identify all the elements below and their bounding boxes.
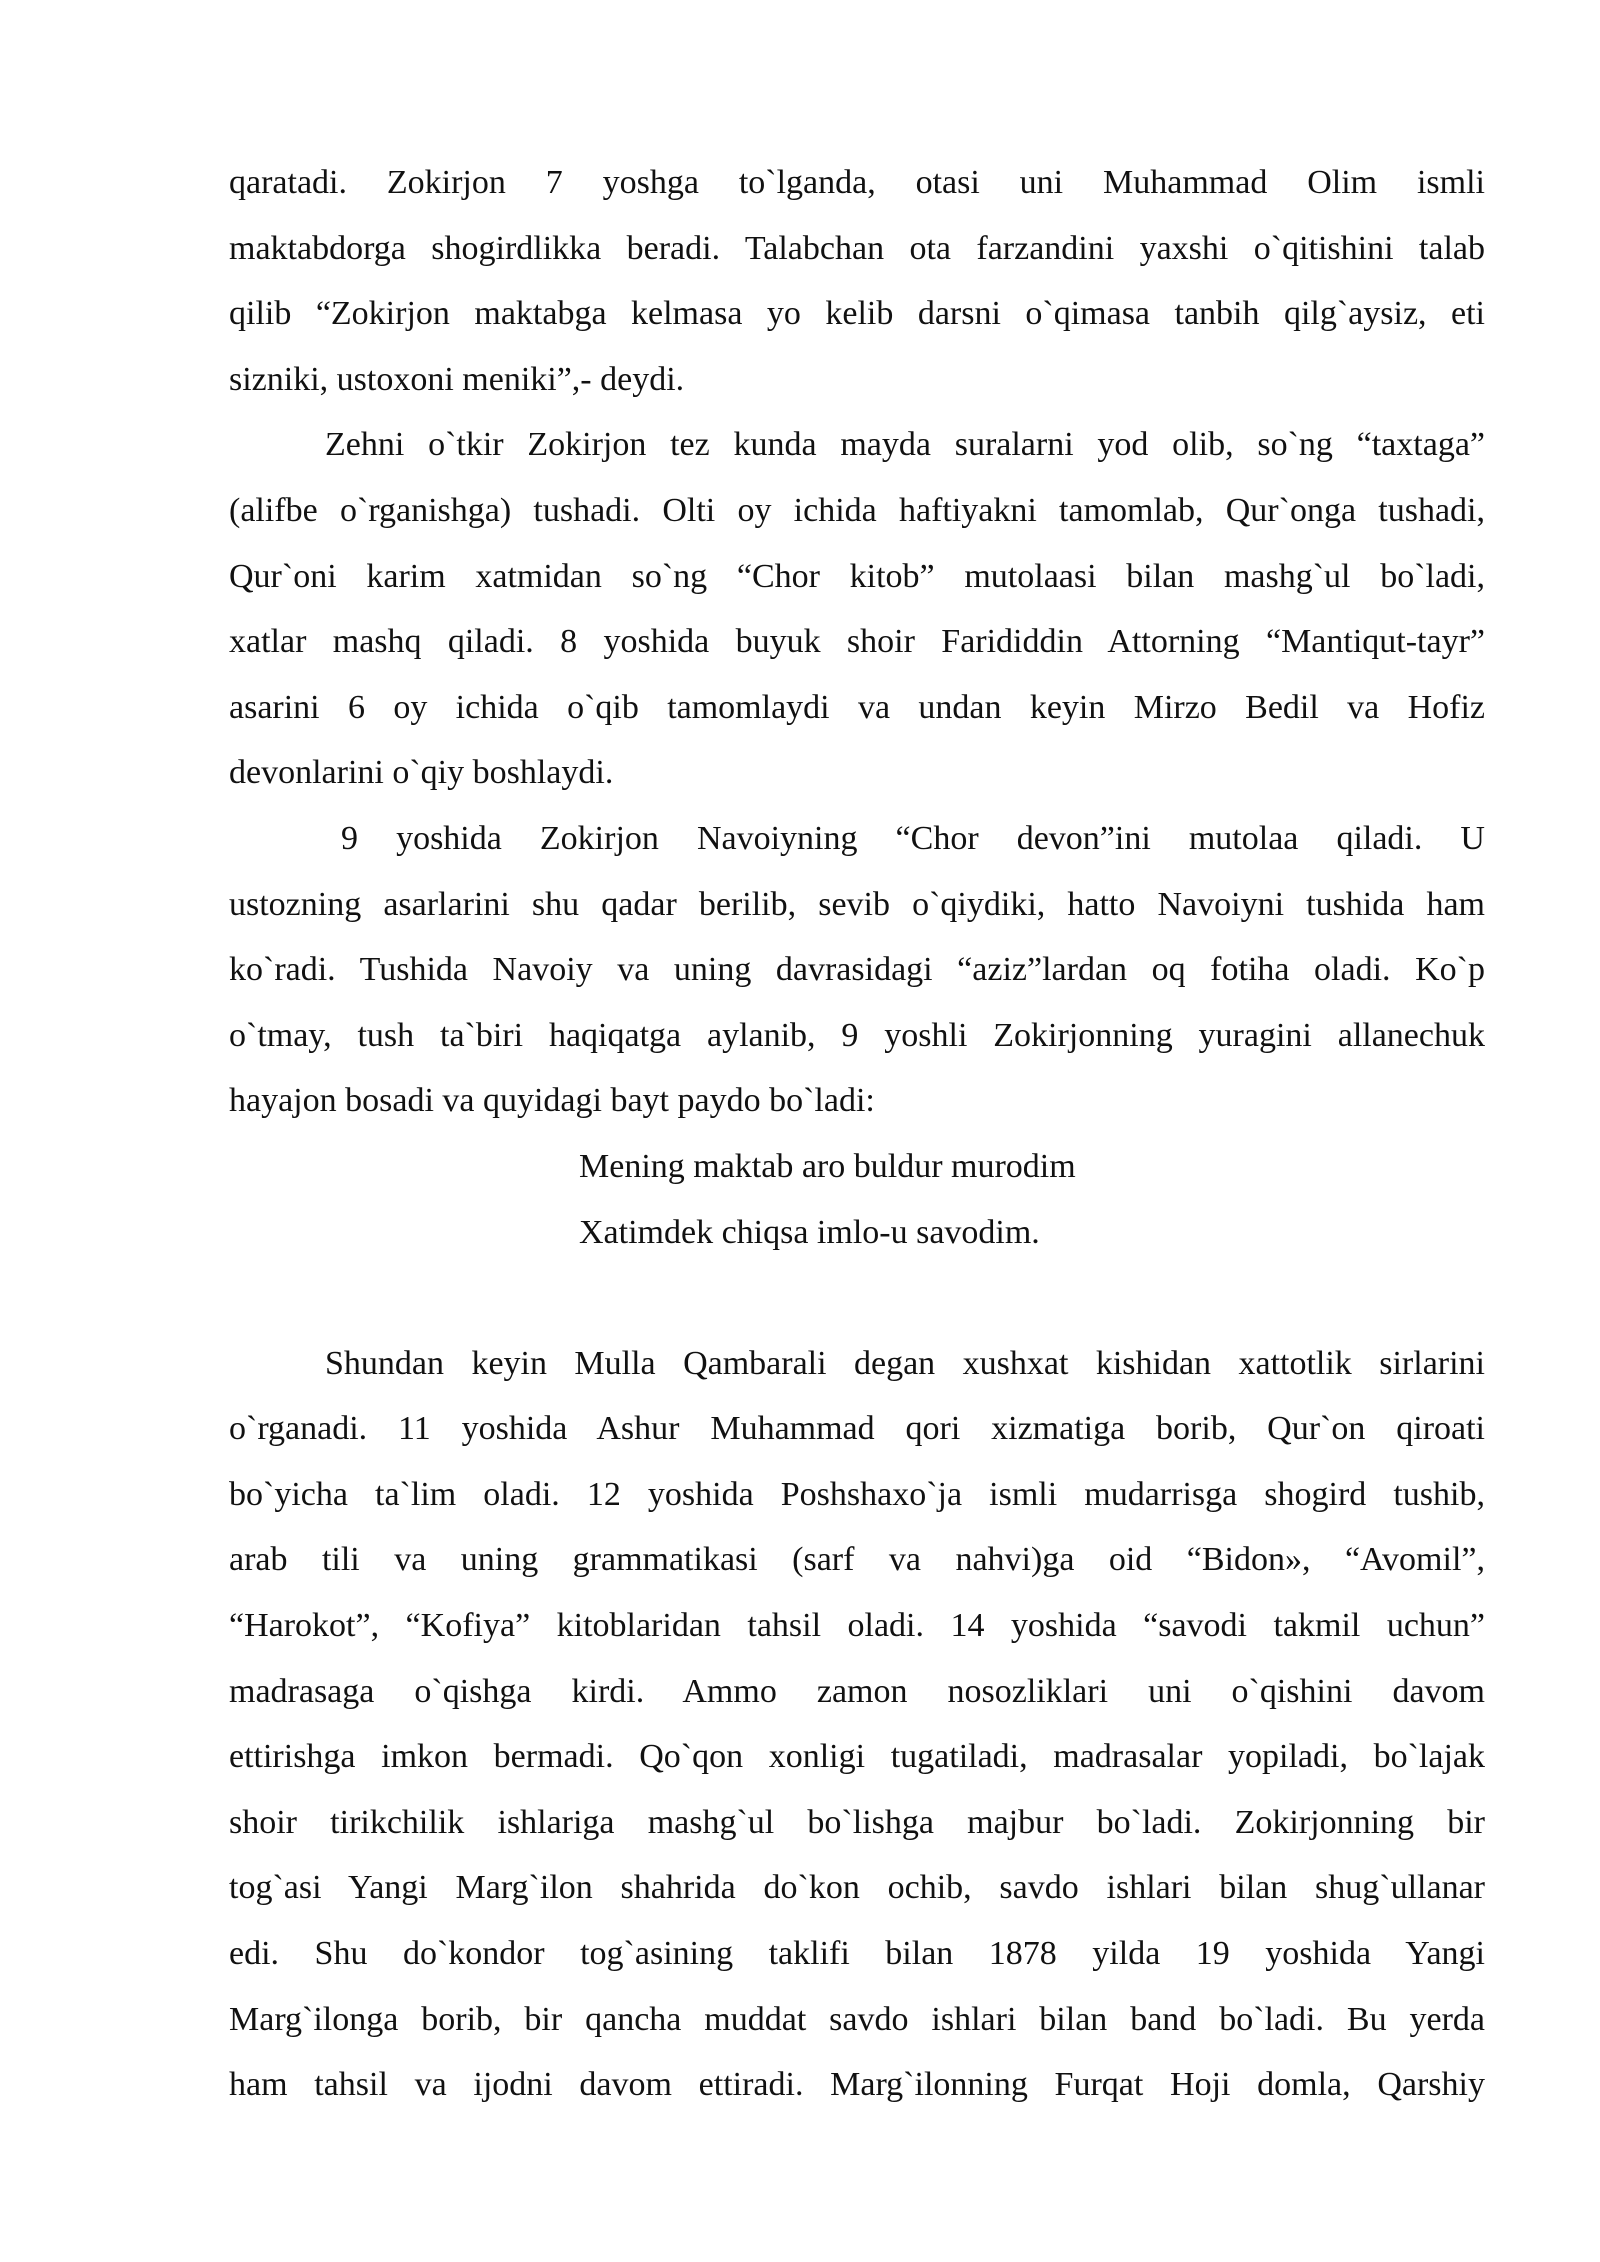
text-line: o`tmay, tush ta`biri haqiqatga aylanib, 9 yoshli Zokirjonning yuragini allanechuk: [229, 1016, 1485, 1054]
verse-line: Xatimdek chiqsa imlo-u savodim.: [579, 1213, 1040, 1251]
document-page: [229, 150, 1485, 2118]
text-line: ustozning asarlarini shu qadar berilib, sevib o`qiydiki, hatto Navoiyni tushida ham: [229, 885, 1485, 923]
text-line: arab tili va uning grammatikasi (sarf va nahvi)ga oid “Bidon», “Avomil”,: [229, 1541, 1485, 1579]
text-line: maktabdorga shogirdlikka beradi. Talabchan ota farzandini yaxshi o`qitishini talab: [229, 229, 1485, 267]
text-line: hayajon bosadi va quyidagi bayt paydo bo`ladi:: [229, 1082, 875, 1120]
text-line: qaratadi. Zokirjon 7 yoshga to`lganda, otasi uni Muhammad Olim ismli: [229, 164, 1485, 201]
text-line: Zehni o`tkir Zokirjon tez kunda mayda suralarni yod olib, so`ng “taxtaga”: [325, 426, 1485, 464]
text-line: “Harokot”, “Kofiya” kitoblaridan tahsil oladi. 14 yoshida “savodi takmil uchun”: [229, 1607, 1485, 1645]
text-line: edi. Shu do`kondor tog`asining taklifi bilan 1878 yilda 19 yoshida Yangi: [229, 1935, 1485, 1973]
text-line: shoir tirikchilik ishlariga mashg`ul bo`lishga majbur bo`ladi. Zokirjonning bir: [229, 1803, 1485, 1841]
blank-line: [229, 1265, 1485, 1331]
text-line: madrasaga o`qishga kirdi. Ammo zamon nosozliklari uni o`qishini davom: [229, 1672, 1485, 1710]
text-line: sizniki, ustoxoni meniki”,- deydi.: [229, 360, 685, 398]
text-line: 9 yoshida Zokirjon Navoiyning “Chor devon”ini mutolaa qiladi. U: [341, 819, 1485, 857]
verse-line: Mening maktab aro buldur murodim: [579, 1147, 1076, 1185]
text-line: tog`asi Yangi Marg`ilon shahrida do`kon ochib, savdo ishlari bilan shug`ullanar: [229, 1869, 1485, 1907]
text-line: devonlarini o`qiy boshlaydi.: [229, 754, 614, 792]
text-line: bo`yicha ta`lim oladi. 12 yoshida Poshshaxo`ja ismli mudarrisga shogird tushib,: [229, 1475, 1485, 1513]
text-line: qilib “Zokirjon maktabga kelmasa yo kelib darsni o`qimasa tanbih qilg`aysiz, eti: [229, 295, 1485, 333]
verse-couplet: [229, 1134, 1485, 1265]
text-line: (alifbe o`rganishga) tushadi. Olti oy ichida haftiyakni tamomlab, Qur`onga tushadi,: [229, 491, 1485, 529]
paragraph-1: [229, 150, 1485, 412]
text-line: asarini 6 oy ichida o`qib tamomlaydi va undan keyin Mirzo Bedil va Hofiz: [229, 688, 1485, 726]
text-line: ettirishga imkon bermadi. Qo`qon xonligi tugatiladi, madrasalar yopiladi, bo`lajak: [229, 1738, 1485, 1776]
text-line: Shundan keyin Mulla Qambarali degan xushxat kishidan xattotlik sirlarini: [325, 1344, 1485, 1382]
text-line: Marg`ilonga borib, bir qancha muddat savdo ishlari bilan band bo`ladi. Bu yerda: [229, 2000, 1485, 2038]
text-line: ko`radi. Tushida Navoiy va uning davrasidagi “aziz”lardan oq fotiha oladi. Ko`p: [229, 951, 1485, 989]
paragraph-4: [229, 1331, 1485, 2118]
text-line: Qur`oni karim xatmidan so`ng “Chor kitob” mutolaasi bilan mashg`ul bo`ladi,: [229, 557, 1485, 595]
text-line: xatlar mashq qiladi. 8 yoshida buyuk shoir Farididdin Attorning “Mantiqut-tayr”: [229, 623, 1485, 661]
text-line: ham tahsil va ijodni davom ettiradi. Marg`ilonning Furqat Hoji domla, Qarshiy: [229, 2066, 1485, 2104]
text-line: o`rganadi. 11 yoshida Ashur Muhammad qori xizmatiga borib, Qur`on qiroati: [229, 1410, 1485, 1448]
paragraph-3: [229, 806, 1485, 1134]
paragraph-2: [229, 412, 1485, 806]
